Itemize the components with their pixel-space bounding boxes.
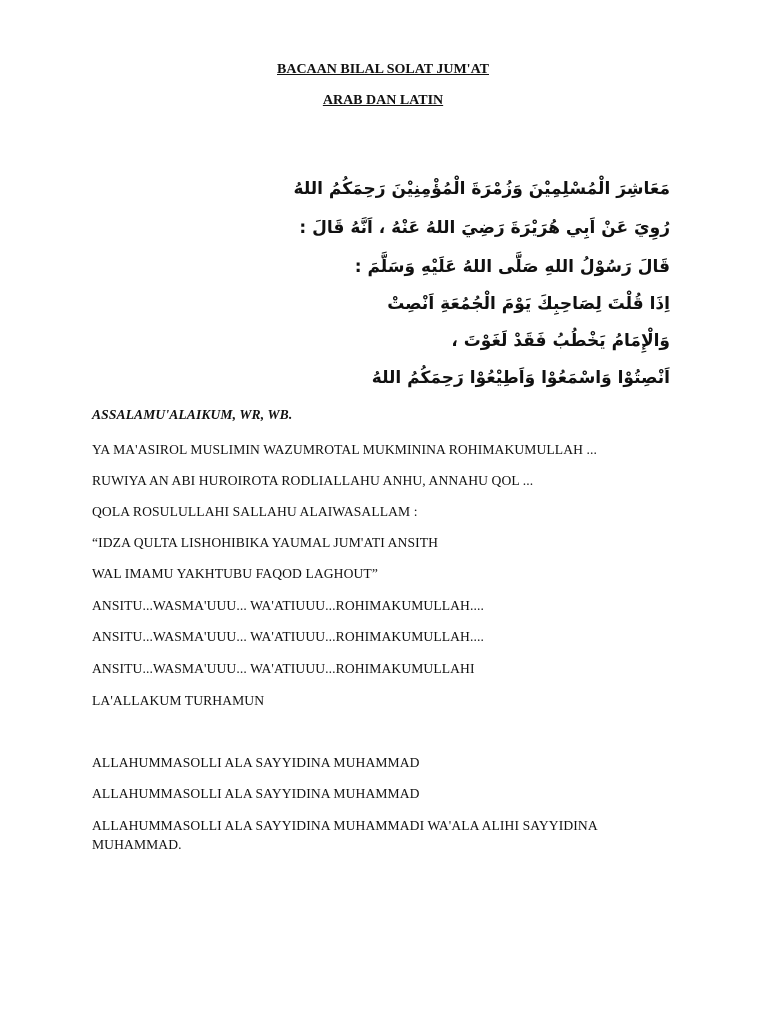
latin-line: ANSITU...WASMA'UUU... WA'ATIUUU...ROHIMAKUMULLAH.... xyxy=(92,629,484,644)
sholawat-line: ALLAHUMMASOLLI ALA SAYYIDINA MUHAMMAD xyxy=(92,755,420,770)
latin-line: “IDZA QULTA LISHOHIBIKA YAUMAL JUM'ATI ANSITH xyxy=(92,535,439,550)
latin-line: LA'ALLAKUM TURHAMUN xyxy=(92,693,265,708)
latin-line: YA MA'ASIROL MUSLIMIN WAZUMROTAL MUKMININA ROHIMAKUMULLAH ... xyxy=(92,442,598,457)
latin-line: WAL IMAMU YAKHTUBU FAQOD LAGHOUT” xyxy=(92,566,378,581)
arabic-line: قَالَ رَسُوْلُ اللهِ صَلَّى اللهُ عَلَيْهِ وَسَلَّمَ : xyxy=(354,257,670,277)
latin-line: ANSITU...WASMA'UUU... WA'ATIUUU...ROHIMAKUMULLAHI xyxy=(92,661,475,676)
document-subtitle: ARAB DAN LATIN xyxy=(322,93,444,108)
latin-line: QOLA ROSULULLAHI SALLAHU ALAIWASALLAM : xyxy=(92,504,418,519)
document-title: BACAAN BILAL SOLAT JUM'AT xyxy=(277,62,489,77)
sholawat-line: ALLAHUMMASOLLI ALA SAYYIDINA MUHAMMADI WA'ALA ALIHI SAYYIDINA MUHAMMAD. xyxy=(92,818,597,852)
arabic-line: وَالْإِمَامُ يَخْطُبُ فَقَدْ لَغَوْتَ ، xyxy=(451,331,670,351)
arabic-line: رُوِيَ عَنْ اَبِي هُرَيْرَةَ رَضِيَ اللهُ عَنْهُ ، اَنَّهُ قَالَ : xyxy=(299,218,670,238)
latin-line: RUWIYA AN ABI HUROIROTA RODLIALLAHU ANHU, ANNAHU QOL ... xyxy=(92,473,534,488)
arabic-line: اِذَا قُلْتَ لِصَاحِبِكَ يَوْمَ الْجُمُعَةِ اَنْصِتْ xyxy=(387,294,670,314)
arabic-line: مَعَاشِرَ الْمُسْلِمِيْنَ وَزُمْرَةَ الْمُؤْمِنِيْنَ رَحِمَكُمُ اللهُ xyxy=(293,179,670,199)
arabic-line: اَنْصِتُوْا وَاسْمَعُوْا وَاَطِيْعُوْا رَحِمَكُمُ اللهُ xyxy=(371,368,670,388)
sholawat-line: ALLAHUMMASOLLI ALA SAYYIDINA MUHAMMAD xyxy=(92,786,420,801)
latin-line: ANSITU...WASMA'UUU... WA'ATIUUU...ROHIMAKUMULLAH.... xyxy=(92,598,484,613)
greeting: ASSALAMU'ALAIKUM, WR, WB. xyxy=(92,407,293,422)
